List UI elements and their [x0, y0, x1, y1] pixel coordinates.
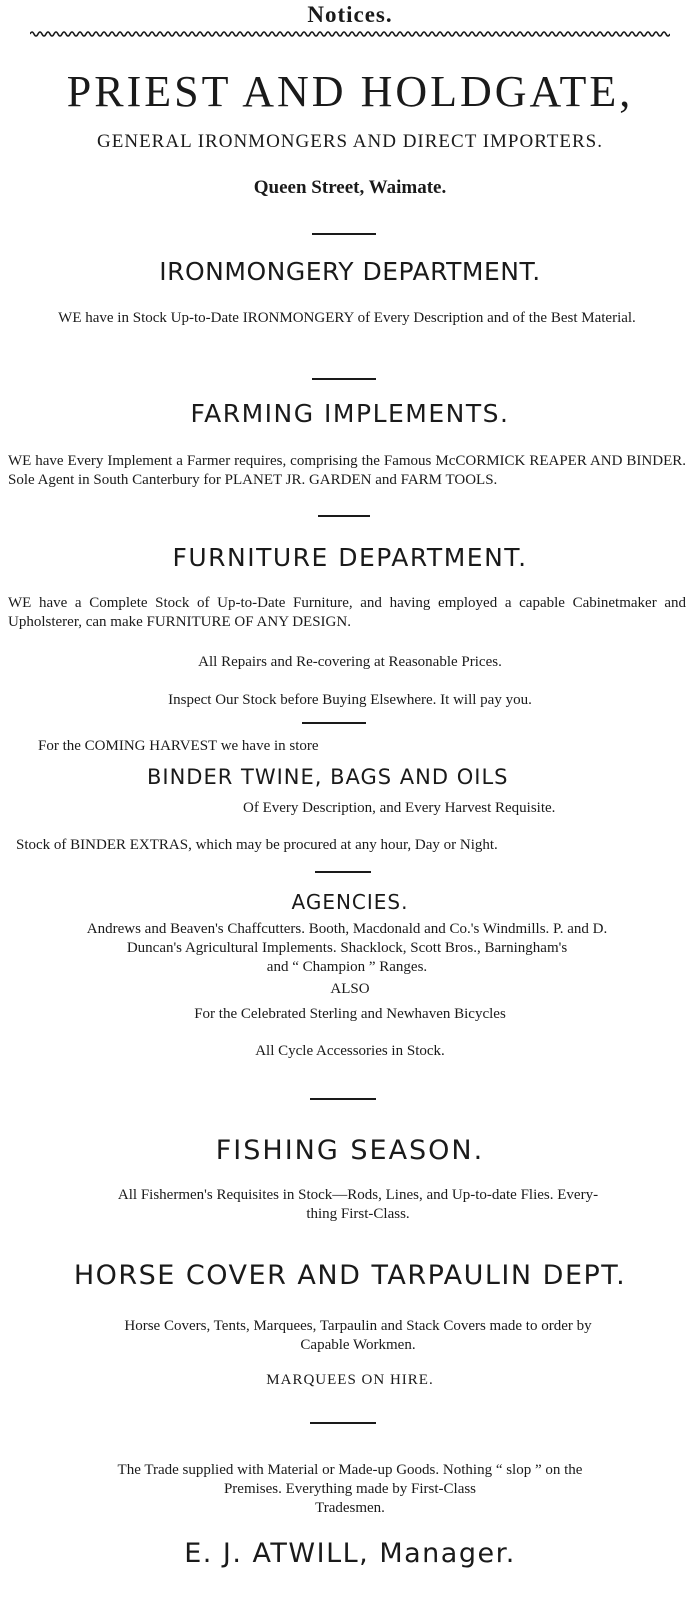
section-divider: [302, 722, 366, 724]
inspect-line: Inspect Our Stock before Buying Elsewhere. It will pay you.: [168, 692, 532, 708]
harvest-description: Of Every Description, and Every Harvest Requisite.: [243, 800, 556, 816]
horse-cover-line: Horse Covers, Tents, Marquees, Tarpaulin and Stack Covers made to order by: [124, 1318, 592, 1334]
section-divider: [318, 515, 370, 517]
horse-cover-heading: HORSE COVER AND TARPAULIN DEPT.: [73, 1260, 627, 1291]
binder-extras-line: Stock of BINDER EXTRAS, which may be procured at any hour, Day or Night.: [16, 837, 498, 853]
section-divider: [312, 378, 376, 380]
marquees-line: MARQUEES ON HIRE.: [266, 1372, 434, 1388]
fishing-text: [30, 1186, 686, 1224]
trade-text: [30, 1461, 670, 1518]
firm-name: PRIEST AND HOLDGATE,: [66, 67, 634, 116]
furniture-heading: FURNITURE DEPARTMENT.: [172, 543, 528, 572]
harvest-intro: For the COMING HARVEST we have in store: [38, 738, 319, 754]
trade-line: Tradesmen.: [315, 1500, 385, 1516]
bicycles-line: For the Celebrated Sterling and Newhaven Bicycles: [194, 1006, 506, 1022]
agencies-line: and “ Champion ” Ranges.: [266, 959, 428, 975]
firm-address: Queen Street, Waimate.: [253, 177, 447, 198]
binder-heading: BINDER TWINE, BAGS AND OILS: [147, 765, 509, 789]
horse-cover-text: [30, 1317, 686, 1355]
repairs-line: All Repairs and Re-covering at Reasonable Prices.: [198, 654, 502, 670]
fishing-heading: FISHING SEASON.: [215, 1135, 485, 1166]
fishing-line: All Fishermen's Requisites in Stock—Rods, Lines, and Up-to-date Flies. Every-: [117, 1187, 599, 1203]
horse-cover-line: Capable Workmen.: [300, 1337, 416, 1353]
wavy-divider: [30, 28, 670, 40]
ironmongery-heading: IRONMONGERY DEPARTMENT.: [159, 257, 541, 286]
section-divider: [312, 233, 376, 235]
firm-description: GENERAL IRONMONGERS AND DIRECT IMPORTERS.: [97, 131, 603, 152]
trade-line: Premises. Everything made by First-Class: [223, 1481, 477, 1497]
section-divider: [315, 871, 371, 873]
agencies-line: Andrews and Beaven's Chaffcutters. Booth, Macdonald and Co.'s Windmills. P. and D.: [86, 921, 608, 937]
section-divider: [310, 1422, 376, 1424]
manager-signature: E. J. ATWILL, Manager.: [184, 1538, 516, 1569]
ironmongery-text: WE have in Stock Up-to-Date IRONMONGERY of Every Description and of the Best Material.: [58, 310, 636, 326]
trade-line: The Trade supplied with Material or Made-up Goods. Nothing “ slop ” on the: [117, 1462, 583, 1478]
furniture-text: WE have a Complete Stock of Up-to-Date Furniture, and having employed a capable Cabinetmaker and Upholsterer, can make FURNITURE OF ANY DESIGN.: [8, 595, 686, 630]
agencies-line: Duncan's Agricultural Implements. Shacklock, Scott Bros., Barningham's: [126, 940, 568, 956]
also-label: ALSO: [330, 981, 370, 997]
section-divider: [310, 1098, 376, 1100]
fishing-line: thing First-Class.: [306, 1206, 410, 1222]
agencies-heading: AGENCIES.: [291, 890, 409, 914]
column-title: Notices.: [307, 2, 393, 27]
farming-heading: FARMING IMPLEMENTS.: [190, 399, 510, 428]
cycle-accessories-line: All Cycle Accessories in Stock.: [255, 1043, 445, 1059]
farming-text: WE have Every Implement a Farmer requires, comprising the Famous McCORMICK REAPER AND BINDER. Sole Agent in South Canterbury for PLANET JR. GARDEN and FARM TOOLS.: [8, 453, 686, 488]
agencies-text: [8, 920, 686, 977]
